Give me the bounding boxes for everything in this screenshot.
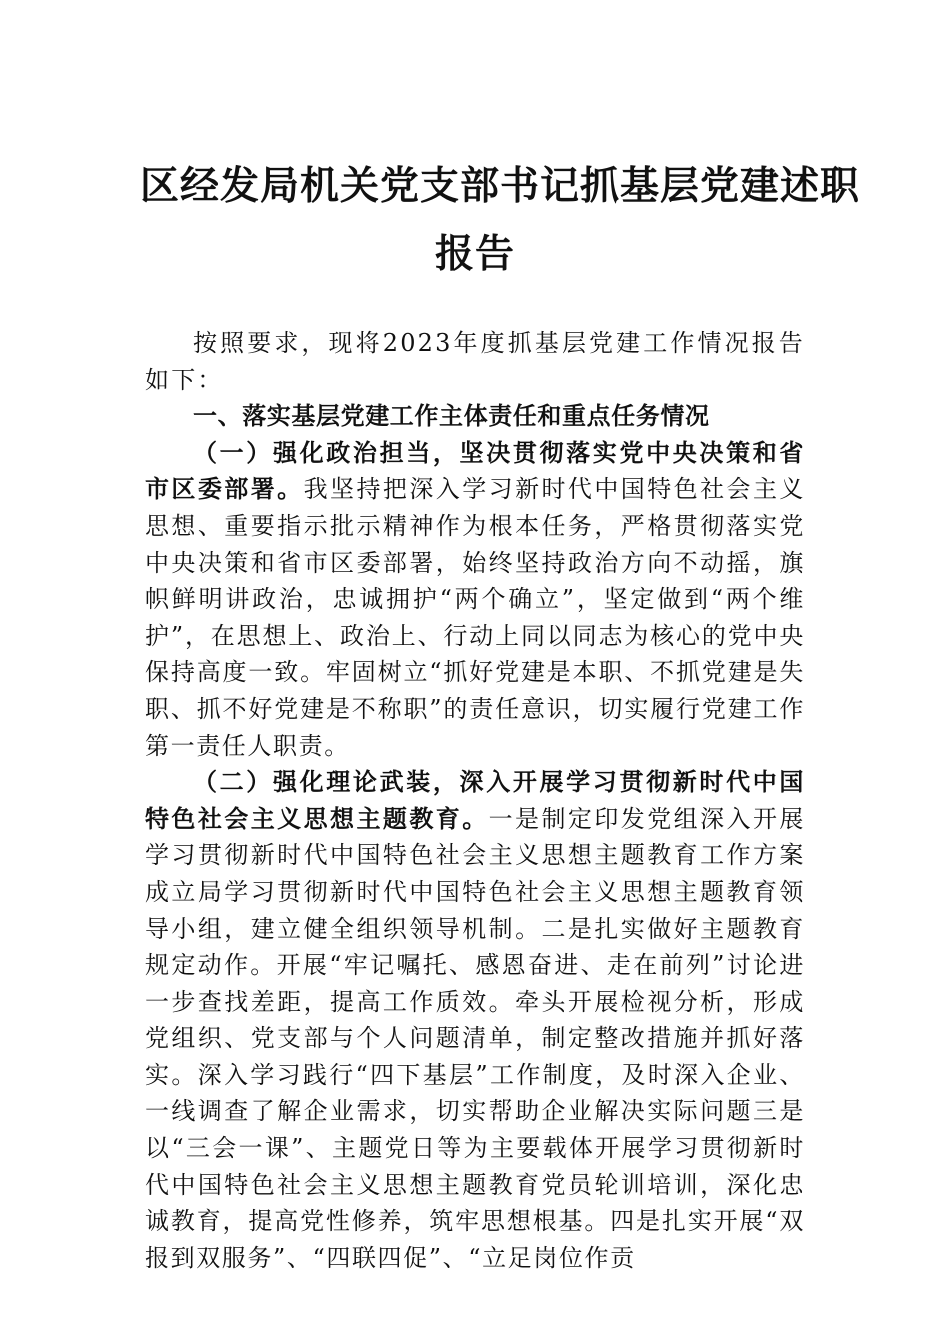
paragraph-2-text: 一是制定印发党组深入开展学习贯彻新时代中国特色社会主义思想主题教育工作方案成立局学习贯彻新时代中国特色社会主义思想主题教育领导小组，建立健全组织领导机制。二是扎实做好主题教育规定动作。开展“牢记嘱托、感恩奋进、走在前列”讨论进一步查找差距，提高工作质效。牵头开展检视分析，形成党组织、党支部与个人问题清单，制定整改措施并抓好落实。深入学习践行“四下基层”工作制度，及时深入企业、一线调查了解企业需求，切实帮助企业解决实际问题三是以“三会一课”、主题党日等为主要载体开展学习贯彻新时代中国特色社会主义思想主题教育党员轮训培训，深化忠诚教育，提高党性修养，筑牢思想根基。四是扎实开展“双报到双服务”、“四联四促”、“立足岗位作贡 [145, 804, 805, 1272]
body-paragraph-1 [145, 435, 805, 764]
paragraph-1-text: 我坚持把深入学习新时代中国特色社会主义思想、重要指示批示精神作为根本任务，严格贯彻落实党中央决策和省市区委部署，始终坚持政治方向不动摇，旗帜鲜明讲政治，忠诚拥护“两个确立”，坚定做到“两个维护”，在思想上、政治上、行动上同以同志为核心的党中央保持高度一致。牢固树立“抓好党建是本职、不抓党建是失职、抓不好党建是不称职”的责任意识，切实履行党建工作第一责任人职责。 [145, 475, 805, 760]
body-paragraph-2 [145, 764, 805, 1276]
title-line-2: 报告 [434, 231, 515, 277]
intro-paragraph: 按照要求，现将2023年度抓基层党建工作情况报告如下： [145, 329, 805, 394]
section-heading: 一、落实基层党建工作主体责任和重点任务情况 [193, 402, 710, 431]
paragraph-2-lead: （二）强化理论武装，深入开展学习贯彻新时代中国特色社会主义思想主题教育。 [145, 768, 805, 833]
document-title [140, 152, 861, 288]
document-body [145, 325, 805, 1276]
paragraph-1-lead: （一）强化政治担当，坚决贯彻落实党中央决策和省市区委部署。 [145, 438, 805, 504]
title-line-1: 区经发局机关党支部书记抓基层党建述职 [140, 163, 861, 209]
